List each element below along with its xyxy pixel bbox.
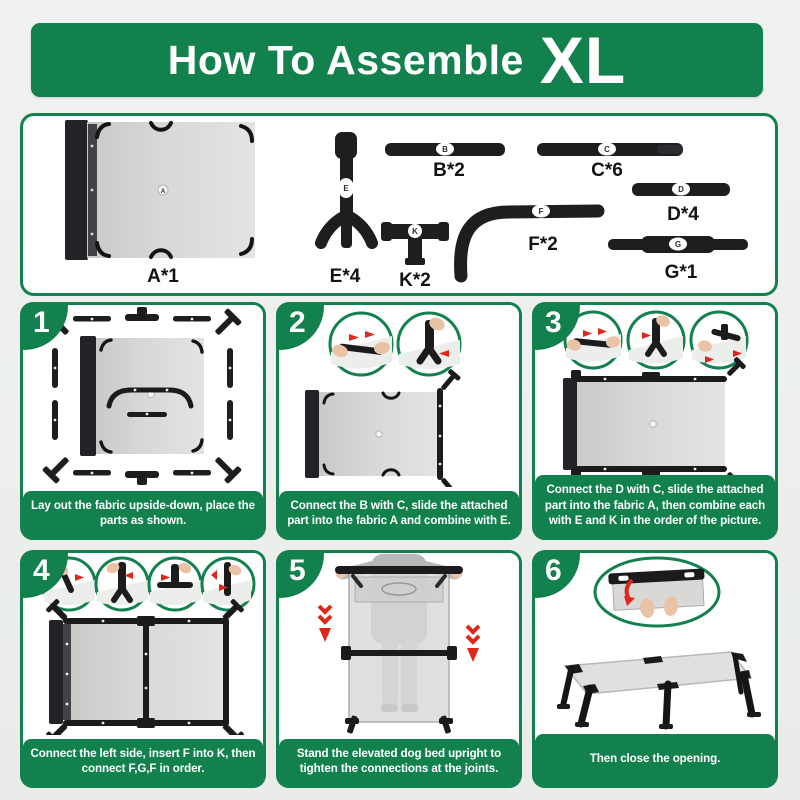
part-c-label: C*6 [591,160,623,181]
svg-text:K: K [412,227,418,236]
step-number-badge: 3 [535,305,580,350]
svg-text:D: D [678,185,684,194]
step-card-6 [532,550,778,788]
parts-illustration [23,116,775,293]
step-instruction: Then close the opening. [535,734,775,785]
svg-text:E: E [343,184,349,193]
fabric-with-top-bottom-rails [563,356,747,487]
step-instruction: Connect the D with C, slide the attached part into the fabric A, then combine each with E and K in the order of the picture. [535,475,775,537]
press-down-arrow [467,626,479,662]
header-title: How To Assemble [167,36,524,83]
assembled-frame [45,598,244,735]
step-number-badge: 5 [279,553,324,598]
part-d-tube-icon [632,183,730,197]
detail-inset-circle [202,558,254,610]
step-number-badge: 2 [279,305,324,350]
part-c-tube-icon [537,143,683,157]
svg-text:F: F [538,207,544,216]
part-b-tube-icon [385,143,505,157]
part-a-fabric-icon [65,120,255,260]
finished-bed [557,652,761,729]
header-banner [31,23,763,97]
part-b-label: B*2 [433,160,465,181]
step-instruction: Connect the B with C, slide the attached part into the fabric A and combine with E. [279,491,519,537]
step-card-4 [20,550,266,788]
detail-inset-oval [595,558,719,626]
svg-text:C: C [604,145,610,154]
part-g-label: G*1 [664,262,698,283]
step-instruction: Stand the elevated dog bed upright to tighten the connections at the joints. [279,739,519,785]
part-e-label: E*4 [329,266,361,287]
step-card-1 [20,302,266,540]
step-number-badge: 4 [23,553,68,598]
upright-bed [335,566,463,734]
detail-inset-circle [628,312,684,368]
part-e-leg-icon [321,132,372,248]
press-down-arrow [319,606,331,642]
header-size-label: XL [539,23,627,97]
svg-text:G: G [674,240,682,249]
step-number-badge: 1 [23,305,68,350]
step-card-3 [532,302,778,540]
step-instruction: Lay out the fabric upside-down, place the parts as shown. [23,491,263,537]
svg-text:A: A [160,189,166,195]
step-card-5 [276,550,522,788]
fabric-with-right-rail [305,368,461,487]
part-f-label: F*2 [528,234,558,255]
detail-inset-circle [330,313,392,375]
part-k-label: K*2 [399,270,431,291]
part-a-label: A*1 [147,266,179,287]
parts-panel [20,113,778,296]
svg-text:B: B [442,145,448,154]
detail-inset-circle [96,558,148,610]
part-d-label: D*4 [667,204,699,225]
step-instruction: Connect the left side, insert F into K, then connect F,G,F in order. [23,739,263,785]
part-g-tube-icon [608,236,748,253]
step-number-badge: 6 [535,553,580,598]
detail-inset-circle [398,313,460,375]
part-k-connector-icon [381,222,449,265]
step-card-2 [276,302,522,540]
detail-inset-circle [149,558,201,610]
